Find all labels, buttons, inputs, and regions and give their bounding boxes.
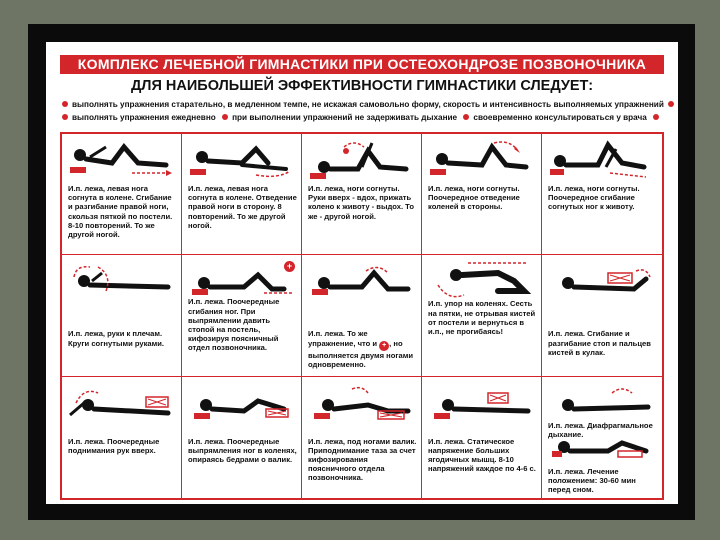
supine-rest-position-icon	[548, 433, 660, 459]
exercise-text-part: И.п. лежа. То же упражнение, что и	[308, 329, 378, 348]
supine-knee-to-belly-icon	[306, 137, 418, 181]
exercise-cell-13	[302, 377, 422, 498]
exercise-text: И.п. лежа. Статическое напряжение больших ягодичных мышц. 8-10 напряжений каждое по 4-6 с.	[428, 436, 536, 474]
exercise-text: И.п. лежа. Поочередные поднимания рук вверх.	[68, 436, 160, 455]
exercise-cell-4	[422, 134, 542, 255]
supine-glute-tension-icon	[428, 383, 540, 423]
supine-both-legs-icon	[308, 261, 420, 301]
bullet-icon	[653, 114, 659, 120]
rule-text: при выполнении упражнений не задерживать дыхание	[232, 113, 458, 122]
exercise-text: И.п. лежа, ноги согнуты. Руки вверх - вдох, прижать колено к животу - выдох. То же - другой ногой.	[308, 184, 414, 221]
exercise-text: И.п. лежа, левая нога согнута в колене. Отведение правой ноги в сторону. 8 повторений. То же другой ногой.	[188, 184, 297, 230]
exercise-number-badge: +	[284, 261, 295, 272]
poster-title: КОМПЛЕКС ЛЕЧЕБНОЙ ГИМНАСТИКИ ПРИ ОСТЕОХОНДРОЗЕ ПОЗВОНОЧНИКА	[60, 55, 664, 74]
exercise-text: И.п. лежа, ноги согнуты. Поочередное отведение коленей в стороны.	[428, 184, 520, 212]
kneeling-stretch-icon	[428, 261, 540, 301]
bullet-icon	[222, 114, 228, 120]
rule-line-1	[58, 99, 678, 110]
supine-breathing-icon	[548, 383, 660, 423]
exercise-cell-6	[62, 255, 182, 376]
supine-arm-circles-icon	[68, 261, 180, 301]
exercise-text: И.п. лежа. Лечение положением: 30-60 мин перед сном.	[548, 466, 636, 495]
supine-arms-up-icon	[68, 383, 180, 423]
exercise-cell-14	[422, 377, 542, 498]
exercise-text: И.п. лежа, руки к плечам. Круги согнутыми руками.	[68, 329, 165, 348]
exercise-text: И.п. лежа. Сгибание и разгибание стоп и пальцев кистей в кулак.	[548, 329, 651, 357]
exercise-text-part: , но выполняется двумя ногами одновременно.	[308, 338, 414, 369]
exercise-cell-10	[542, 255, 662, 376]
supine-bolster-leg-press-icon	[188, 261, 300, 301]
supine-bolster-knees-icon	[188, 383, 300, 423]
supine-knee-bent-slide-icon	[66, 137, 178, 181]
exercise-cell-2	[182, 134, 302, 255]
exercise-text	[308, 329, 417, 369]
rule-text: выполнять упражнения ежедневно	[72, 113, 216, 122]
exercise-cell-5	[542, 134, 662, 255]
exercise-poster	[46, 42, 678, 504]
exercise-text: И.п. лежа. Поочередные выпрямления ног в коленях, опираясь бедрами о валик.	[188, 436, 297, 465]
exercise-text: И.п. лежа, левая нога согнута в колене. Сгибание и разгибание правой ноги, скользя пяткой по постели. 8-10 повторений. То же другой ногой.	[68, 184, 173, 240]
supine-leg-abduction-icon	[186, 137, 298, 181]
supine-knees-apart-icon	[426, 137, 538, 181]
exercise-cell-3	[302, 134, 422, 255]
rule-text: своевременно консультироваться у врача	[473, 113, 647, 122]
exercise-text: И.п. лежа, ноги согнуты. Поочередное сгибание согнутых ног к животу.	[548, 184, 640, 212]
bullet-icon	[668, 101, 674, 107]
exercise-text: И.п. упор на коленях. Сесть на пятки, не отрывая кистей от постели и вернуться в и.п., не прогибаясь!	[428, 299, 536, 336]
exercise-cell-12	[182, 377, 302, 498]
supine-knees-to-belly-icon	[546, 137, 658, 181]
rule-line-2	[58, 112, 663, 123]
exercise-reference-badge: +	[379, 341, 389, 351]
exercise-cell-11	[62, 377, 182, 498]
exercise-cell-7	[182, 255, 302, 376]
bullet-icon	[463, 114, 469, 120]
exercise-cell-1	[62, 134, 182, 255]
supine-feet-flex-icon	[548, 261, 660, 301]
supine-pelvis-lift-icon	[308, 383, 420, 423]
exercise-cell-15	[542, 377, 662, 498]
exercise-grid	[60, 132, 664, 500]
bullet-icon	[62, 114, 68, 120]
exercise-text: И.п. лежа, под ногами валик. Приподнимание таза за счет кифозирования поясничного отдела позвоночника.	[308, 436, 417, 483]
exercise-cell-9	[422, 255, 542, 376]
exercise-cell-8	[302, 255, 422, 376]
rule-text: выполнять упражнения старательно, в медленном темпе, не искажая самовольно форму, скорость и интенсивность выполняемых упражнений	[72, 100, 664, 109]
exercise-text: И.п. лежа. Диафрагмальное дыхание.	[548, 420, 653, 439]
exercise-text: И.п. лежа. Поочередные сгибания ног. При выпрямлении давить стопой на постель, кифозируя поясничный отдел позвоночника.	[188, 297, 280, 353]
bullet-icon	[62, 101, 68, 107]
poster-subtitle: ДЛЯ НАИБОЛЬШЕЙ ЭФФЕКТИВНОСТИ ГИМНАСТИКИ СЛЕДУЕТ:	[130, 78, 594, 94]
